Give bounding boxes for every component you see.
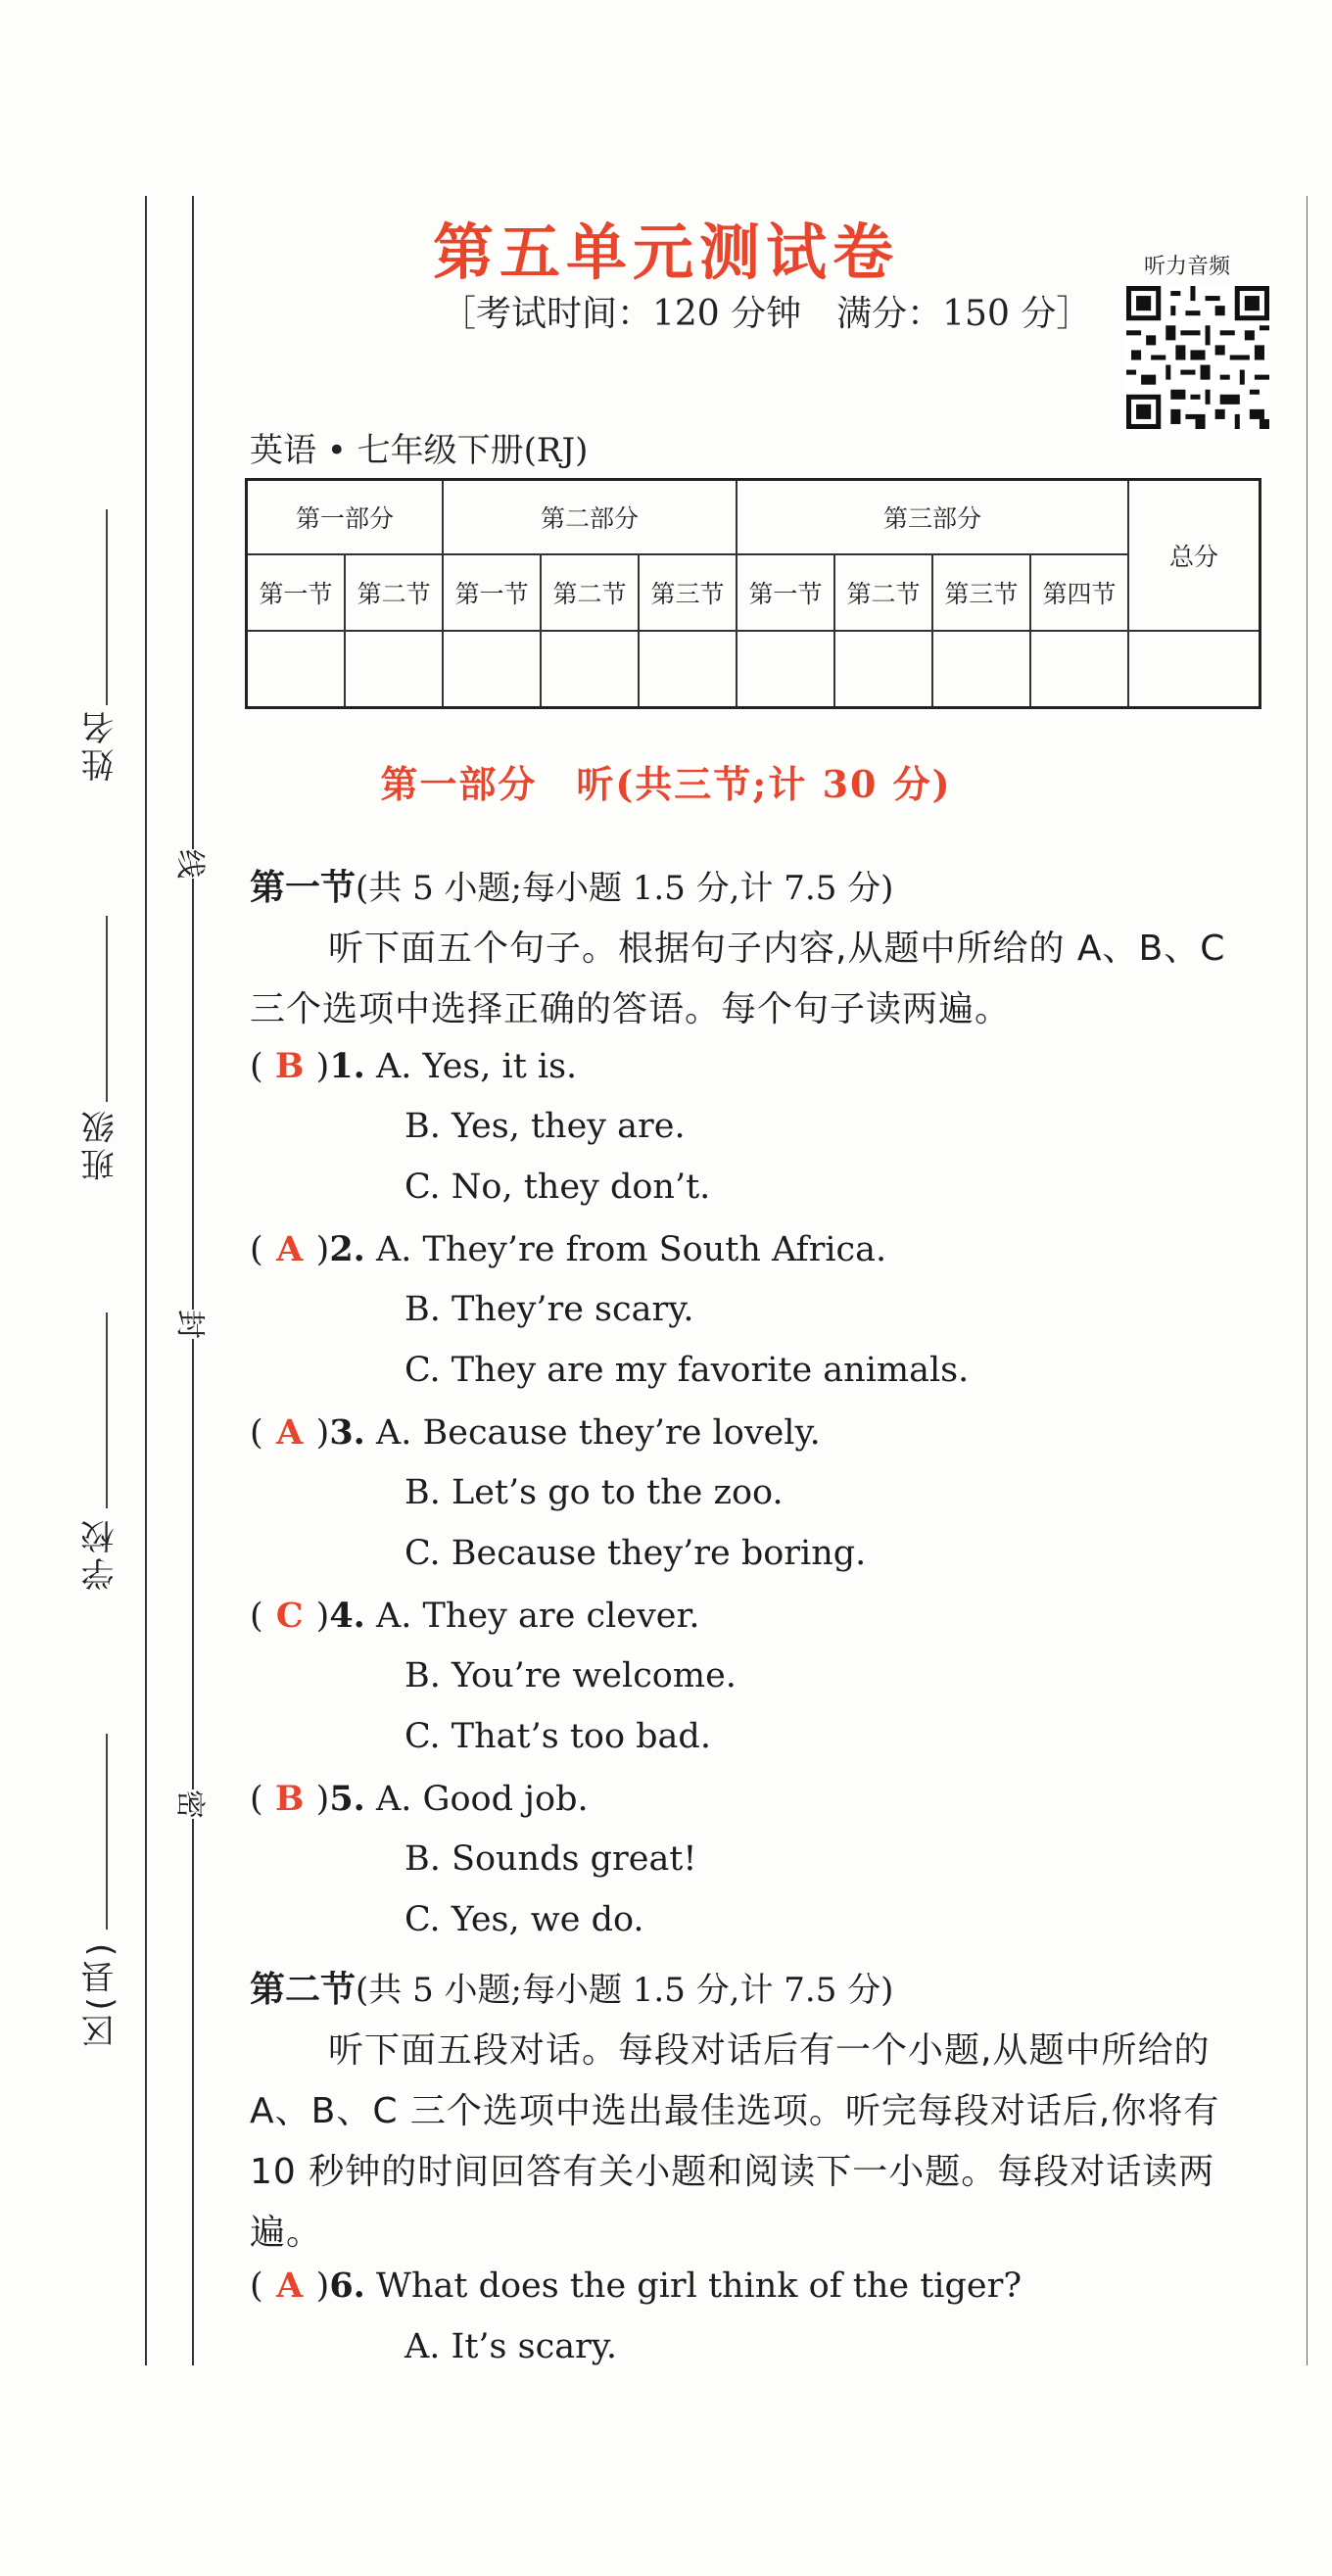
option-c: C. That’s too bad. — [404, 1717, 711, 1756]
question-stem: What does the girl think of the tiger? — [376, 2266, 1023, 2306]
school-write-line[interactable] — [106, 1312, 108, 1508]
answer-4[interactable]: C — [275, 1596, 304, 1636]
course-label: 英语 • 七年级下册(RJ) — [250, 431, 589, 470]
district-write-line[interactable] — [106, 1734, 108, 1930]
qr-label: 听力音频 — [1144, 255, 1231, 279]
question-1: ( B )1. A. Yes, it is. — [250, 1046, 578, 1086]
option-a: A. Yes, it is. — [376, 1047, 578, 1086]
section-header: 第一节 — [737, 554, 834, 631]
total-header: 总分 — [1128, 480, 1261, 632]
district-label: 区(县) — [81, 1939, 120, 2048]
option-b: B. You’re welcome. — [404, 1656, 737, 1695]
option-a: A. Good job. — [376, 1780, 589, 1819]
question-number: 2. — [329, 1229, 365, 1269]
binding-line-inner — [192, 196, 194, 2365]
question-5: ( B )5. A. Good job. — [250, 1779, 589, 1819]
section1-instructions: 听下面五个句子。根据句子内容,从题中所给的 A、B、C 三个选项中选择正确的答语。每个句子读两遍。 — [250, 929, 1226, 1029]
seal-char-secret: 密 — [171, 1789, 214, 1819]
exam-subtitle: ［考试时间：120 分钟 满分：150 分］ — [441, 294, 1092, 334]
score-cell[interactable] — [834, 631, 932, 708]
school-label: 学校 — [81, 1516, 120, 1591]
option-c: C. They are my favorite animals. — [404, 1351, 970, 1390]
answer-2[interactable]: A — [276, 1229, 304, 1269]
section-header: 第二节 — [345, 554, 443, 631]
seal-char-line: 线 — [171, 849, 214, 879]
score-cell[interactable] — [247, 631, 346, 708]
section-header: 第三节 — [639, 554, 737, 631]
question-3: ( A )3. A. Because they’re lovely. — [250, 1412, 821, 1453]
part1-header: 第一部分 — [247, 480, 444, 555]
score-cell[interactable] — [737, 631, 834, 708]
option-b: B. They’re scary. — [404, 1290, 694, 1329]
option-b: B. Yes, they are. — [404, 1107, 686, 1146]
option-c: C. No, they don’t. — [404, 1168, 711, 1207]
section-header: 第一节 — [247, 554, 346, 631]
part2-header: 第二部分 — [443, 480, 737, 555]
part1-heading: 第一部分 听(共三节;计 30 分) — [380, 762, 952, 806]
score-cell[interactable] — [345, 631, 443, 708]
class-write-line[interactable] — [106, 916, 108, 1102]
option-c: C. Because they’re boring. — [404, 1534, 867, 1573]
section1-title: 第一节 — [250, 868, 357, 908]
answer-3[interactable]: A — [276, 1412, 304, 1453]
seal-char-seal: 封 — [171, 1310, 214, 1339]
total-score-cell[interactable] — [1128, 631, 1261, 708]
part3-header: 第三部分 — [737, 480, 1128, 555]
question-number: 6. — [329, 2266, 365, 2306]
answer-1[interactable]: B — [274, 1046, 305, 1086]
section-header: 第三节 — [932, 554, 1030, 631]
section1-note: (共 5 小题;每小题 1.5 分,计 7.5 分) — [356, 869, 894, 908]
score-table — [245, 478, 1261, 709]
option-a: A. Because they’re lovely. — [376, 1413, 821, 1453]
name-label: 姓名 — [81, 707, 120, 782]
section-header: 第二节 — [541, 554, 639, 631]
exam-title: 第五单元测试卷 — [432, 216, 899, 288]
section1-heading — [250, 860, 893, 910]
score-cell[interactable] — [1030, 631, 1128, 708]
option-a: A. They are clever. — [376, 1597, 700, 1636]
question-2: ( A )2. A. They’re from South Africa. — [250, 1229, 887, 1269]
question-number: 1. — [329, 1046, 365, 1086]
question-number: 5. — [329, 1779, 365, 1819]
question-number: 4. — [329, 1596, 365, 1636]
section-header: 第二节 — [834, 554, 932, 631]
qr-code-icon[interactable] — [1126, 286, 1269, 429]
right-margin-line — [1307, 196, 1308, 2365]
section2-heading — [250, 1962, 893, 2012]
section2-title: 第二节 — [250, 1970, 357, 2010]
question-6: ( A )6. What does the girl think of the tiger? — [250, 2266, 1023, 2306]
score-cell[interactable] — [443, 631, 541, 708]
question-4: ( C )4. A. They are clever. — [250, 1596, 700, 1636]
answer-6[interactable]: A — [276, 2266, 304, 2306]
question-number: 3. — [329, 1412, 365, 1453]
score-cell[interactable] — [541, 631, 639, 708]
section2-note: (共 5 小题;每小题 1.5 分,计 7.5 分) — [356, 1971, 894, 2010]
section-header: 第一节 — [443, 554, 541, 631]
option-a: A. They’re from South Africa. — [376, 1230, 887, 1269]
option-c: C. Yes, we do. — [404, 1900, 644, 1939]
class-label: 班级 — [81, 1107, 120, 1181]
option-b: B. Let’s go to the zoo. — [404, 1473, 784, 1512]
answer-5[interactable]: B — [274, 1779, 305, 1819]
section2-instructions: 听下面五段对话。每段对话后有一个小题,从题中所给的 A、B、C 三个选项中选出最佳选项。听完每段对话后,你将有 10 秒钟的时间回答有关小题和阅读下一小题。每段对话读两遍。 — [250, 2030, 1220, 2253]
score-cell[interactable] — [932, 631, 1030, 708]
score-cell[interactable] — [639, 631, 737, 708]
section-header: 第四节 — [1030, 554, 1128, 631]
name-write-line[interactable] — [106, 509, 108, 705]
option-a: A. It’s scary. — [404, 2327, 618, 2366]
binding-line-outer — [145, 196, 147, 2365]
option-b: B. Sounds great! — [404, 1839, 697, 1879]
